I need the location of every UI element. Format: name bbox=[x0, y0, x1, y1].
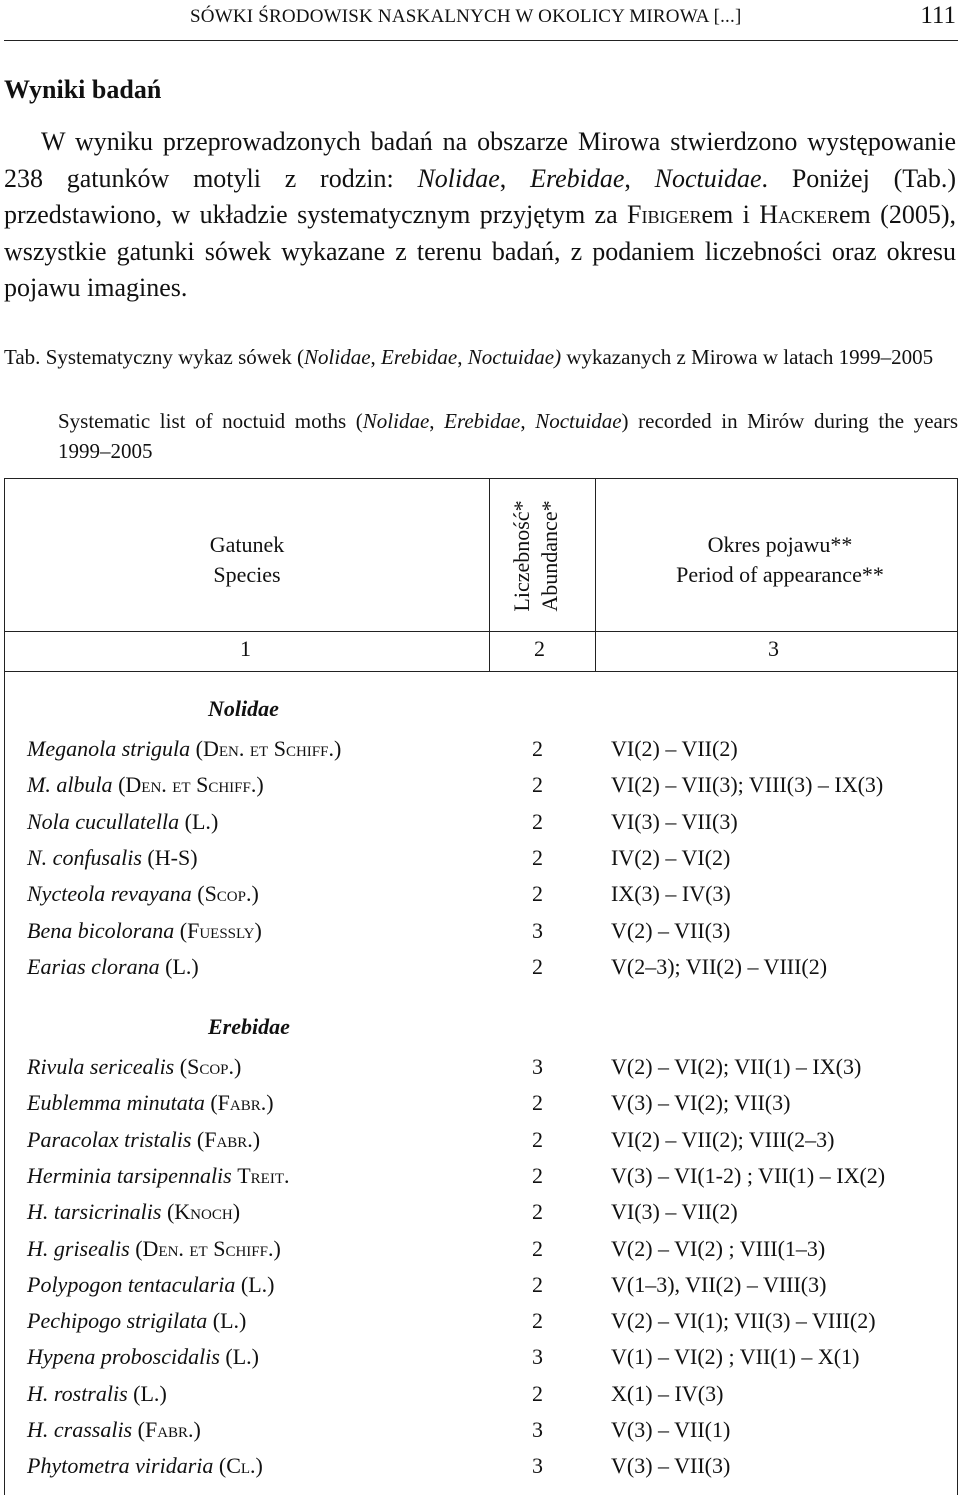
table-row bbox=[0, 1127, 960, 1163]
table-row bbox=[0, 1272, 960, 1308]
col-number-1: 1 bbox=[240, 636, 251, 661]
table-col-divider-1 bbox=[489, 479, 490, 671]
intro-paragraph: W wyniku przeprowadzonych badań na obszarze Mirowa stwierdzono występowanie 238 gatunków motyli z rodzin: Nolidae, Erebidae, Noctuidae. Poniżej (Tab.) przedstawiono, w układzie systematycznym przyjętym za Fibigerem i Hackerem (2005), wszystkie gatunki sówek wykazane z terenu badań, z podaniem liczebności oraz okresu pojawu imagines. bbox=[4, 127, 956, 302]
species-name: Paracolax tristalis (Fabr.) bbox=[27, 1126, 261, 1152]
period-value: IX(3) – IV(3) bbox=[611, 881, 731, 907]
abundance-value: 3 bbox=[532, 917, 543, 943]
period-value: VI(3) – VII(3) bbox=[611, 808, 738, 834]
period-value: V(3) – VII(1) bbox=[611, 1417, 731, 1442]
abundance-value: 2 bbox=[532, 772, 543, 798]
col-abundance-header: Liczebność* Abundance* bbox=[509, 500, 562, 612]
table-row bbox=[0, 736, 960, 772]
table-row bbox=[0, 845, 960, 881]
period-value: V(2) – VI(1); VII(3) – VIII(2) bbox=[611, 1308, 876, 1334]
abundance-value: 2 bbox=[532, 736, 543, 761]
species-name: Eublemma minutata (Fabr.) bbox=[27, 1090, 274, 1116]
abundance-value: 3 bbox=[532, 1453, 543, 1479]
species-name: N. confusalis (H-S) bbox=[27, 844, 198, 870]
abundance-value: 2 bbox=[532, 1126, 543, 1152]
table-row bbox=[0, 954, 960, 990]
period-value: V(3) – VII(3) bbox=[611, 1453, 731, 1479]
table-row bbox=[0, 1090, 960, 1126]
abundance-value: 2 bbox=[532, 1271, 543, 1297]
abundance-value: 2 bbox=[532, 1199, 543, 1225]
col-number-3: 3 bbox=[768, 636, 779, 661]
period-value: V(3) – VI(2); VII(3) bbox=[611, 1090, 791, 1116]
abundance-value: 2 bbox=[532, 953, 543, 979]
species-name: Hypena proboscidalis (L.) bbox=[27, 1344, 259, 1370]
abundance-value: 3 bbox=[532, 1417, 543, 1442]
abundance-value: 2 bbox=[532, 1162, 543, 1188]
abundance-value: 2 bbox=[532, 1308, 543, 1334]
table-row bbox=[0, 918, 960, 954]
period-value: VI(2) – VII(3); VIII(3) – IX(3) bbox=[611, 772, 884, 798]
species-name: H. tarsicrinalis (Knoch) bbox=[27, 1199, 241, 1225]
species-name: H. crassalis (Fabr.) bbox=[27, 1417, 201, 1442]
period-value: VI(2) – VII(2) bbox=[611, 736, 738, 761]
table-row bbox=[0, 1417, 960, 1453]
species-name: Phytometra viridaria (Cl.) bbox=[27, 1453, 263, 1479]
period-value: V(2) – VII(3) bbox=[611, 917, 731, 943]
col-period-header: Okres pojawu** Period of appearance** bbox=[676, 532, 884, 587]
table-row bbox=[0, 1236, 960, 1272]
period-value: V(2) – VI(2); VII(1) – IX(3) bbox=[611, 1054, 862, 1079]
family-heading: Erebidae bbox=[208, 1014, 290, 1039]
table-row bbox=[0, 1199, 960, 1235]
species-name: M. albula (Den. et Schiff.) bbox=[27, 772, 264, 798]
abundance-value: 2 bbox=[532, 1380, 543, 1406]
species-name: Herminia tarsipennalis Treit. bbox=[27, 1162, 290, 1188]
abundance-value: 2 bbox=[532, 808, 543, 834]
header-rule bbox=[4, 40, 958, 41]
period-value: V(1–3), VII(2) – VIII(3) bbox=[611, 1271, 827, 1297]
table-caption-en: Systematic list of noctuid moths (Nolidae, Erebidae, Noctuidae) recorded in Mirów during the years 1999–2005 bbox=[58, 409, 959, 463]
table-row bbox=[0, 1453, 960, 1489]
table-row bbox=[0, 1381, 960, 1417]
page-number: 111 bbox=[920, 2, 956, 29]
table-row bbox=[0, 881, 960, 917]
table-row bbox=[0, 1344, 960, 1380]
species-name: Polypogon tentacularia (L.) bbox=[27, 1271, 275, 1297]
species-name: Earias clorana (L.) bbox=[27, 953, 199, 979]
table-row bbox=[0, 1054, 960, 1090]
species-name: Nola cucullatella (L.) bbox=[27, 808, 219, 834]
period-value: VI(3) – VII(2) bbox=[611, 1199, 738, 1225]
abundance-value: 2 bbox=[532, 844, 543, 870]
table-row bbox=[0, 772, 960, 808]
running-head: SÓWKI ŚRODOWISK NASKALNYCH W OKOLICY MIROWA [...] bbox=[190, 6, 742, 27]
species-name: Rivula sericealis (Scop.) bbox=[27, 1054, 242, 1079]
abundance-value: 2 bbox=[532, 881, 543, 907]
table-row bbox=[0, 1308, 960, 1344]
period-value: VI(2) – VII(2); VIII(2–3) bbox=[611, 1126, 835, 1152]
period-value: V(2–3); VII(2) – VIII(2) bbox=[611, 953, 828, 979]
species-name: Pechipogo strigilata (L.) bbox=[27, 1308, 247, 1334]
species-name: H. rostralis (L.) bbox=[27, 1380, 167, 1406]
table-row bbox=[0, 1163, 960, 1199]
family-heading: Nolidae bbox=[208, 696, 279, 721]
species-name: H. grisealis (Den. et Schiff.) bbox=[27, 1235, 281, 1261]
period-value: V(1) – VI(2) ; VII(1) – X(1) bbox=[611, 1344, 860, 1370]
species-name: Meganola strigula (Den. et Schiff.) bbox=[27, 736, 342, 761]
period-value: X(1) – IV(3) bbox=[611, 1380, 724, 1406]
col-species-header: Gatunek Species bbox=[209, 532, 285, 587]
period-value: V(3) – VI(1-2) ; VII(1) – IX(2) bbox=[611, 1162, 886, 1188]
table-header-rule bbox=[5, 631, 957, 632]
species-name: Bena bicolorana (Fuessly) bbox=[27, 917, 262, 943]
author-fibiger: Fibiger bbox=[627, 200, 702, 229]
period-value: IV(2) – VI(2) bbox=[611, 844, 731, 870]
section-heading: Wyniki badań bbox=[4, 75, 162, 104]
table-row bbox=[0, 809, 960, 845]
abundance-value: 3 bbox=[532, 1054, 543, 1079]
table-caption-pl: Tab. Systematyczny wykaz sówek (Nolidae, Erebidae, Noctuidae) wykazanych z Mirowa w latach 1999–2005 bbox=[4, 345, 934, 369]
species-name: Nycteola revayana (Scop.) bbox=[27, 881, 259, 907]
abundance-value: 2 bbox=[532, 1090, 543, 1116]
col-number-2: 2 bbox=[534, 636, 545, 661]
table-col-divider-2 bbox=[595, 479, 596, 671]
table-numbers-rule bbox=[5, 671, 957, 672]
author-hacker: Hacker bbox=[759, 200, 840, 229]
abundance-value: 2 bbox=[532, 1235, 543, 1261]
period-value: V(2) – VI(2) ; VIII(1–3) bbox=[611, 1235, 826, 1261]
abundance-value: 3 bbox=[532, 1344, 543, 1370]
